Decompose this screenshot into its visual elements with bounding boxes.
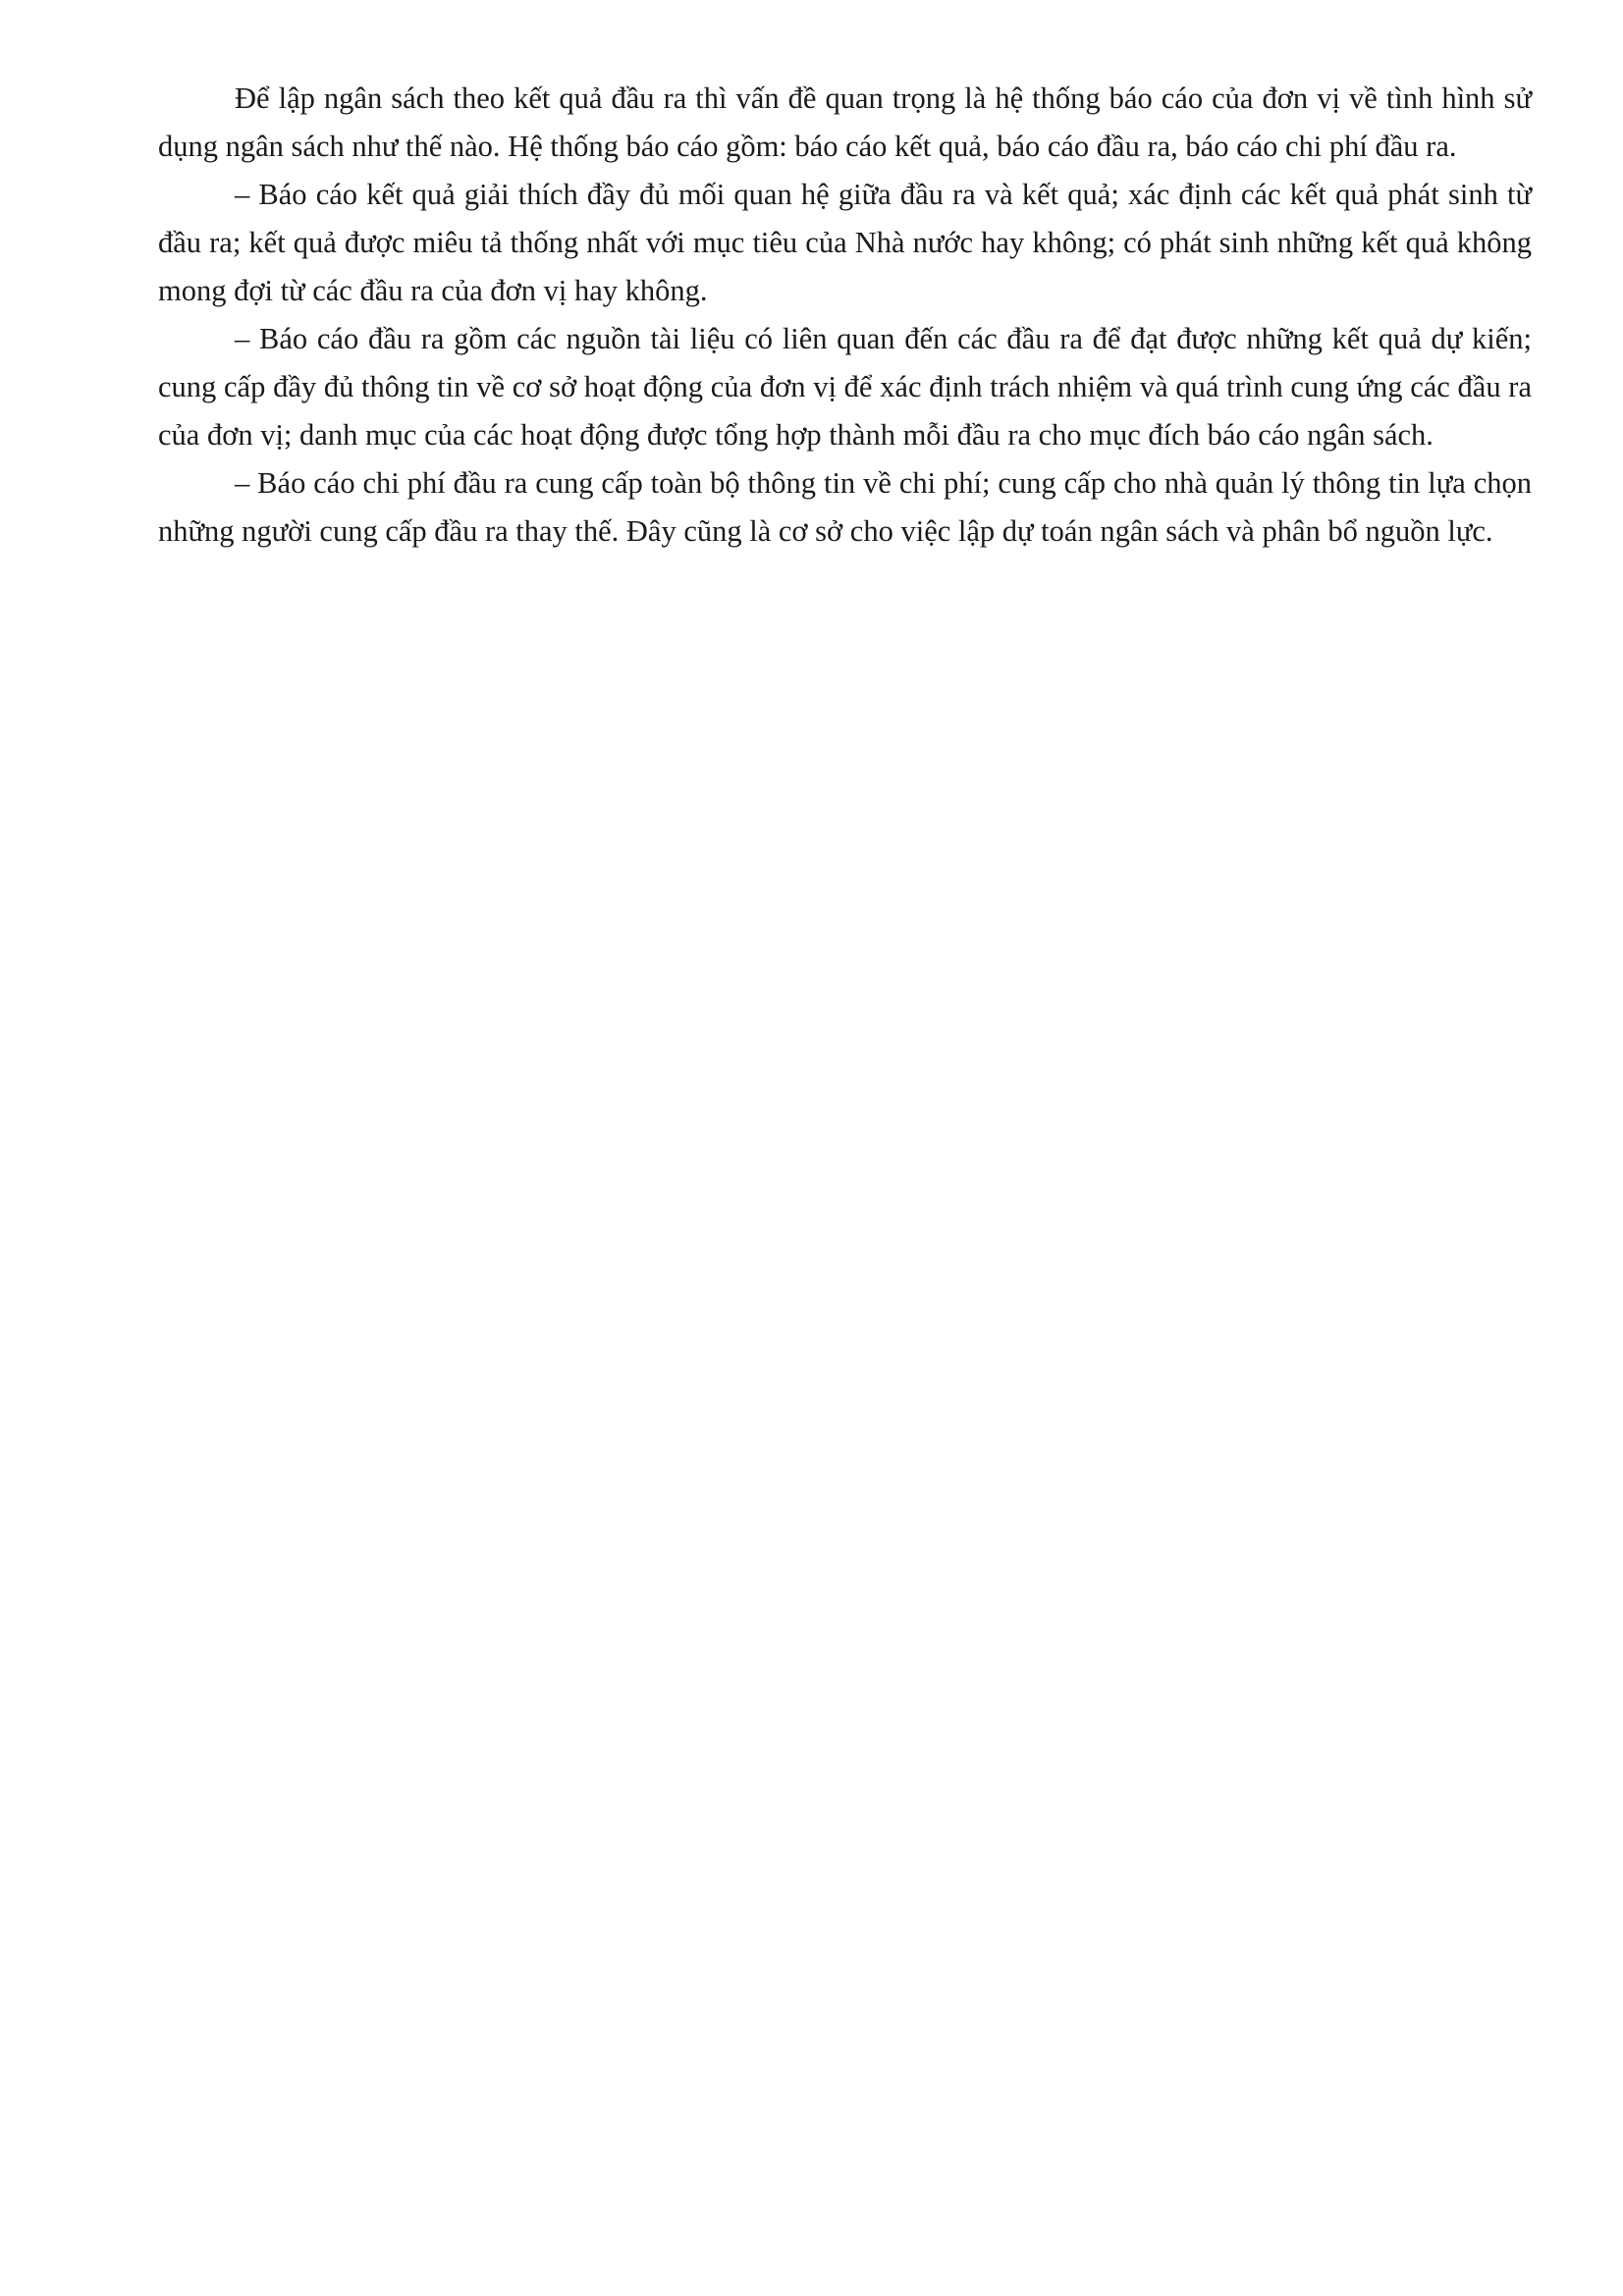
paragraph-output-report: – Báo cáo đầu ra gồm các nguồn tài liệu có liên quan đến các đầu ra để đạt được những kết quả dự kiến; cung cấp đầy đủ thông tin về cơ sở hoạt động của đơn vị để xác định trách nhiệm và quá trình cung ứng các đầu ra của đơn vị; danh mục của các hoạt động được tổng hợp thành mỗi đầu ra cho mục đích báo cáo ngân sách. [158, 322, 1532, 452]
paragraph-intro: Để lập ngân sách theo kết quả đầu ra thì vấn đề quan trọng là hệ thống báo cáo của đơn vị về tình hình sử dụng ngân sách như thế nào. Hệ thống báo cáo gồm: báo cáo kết quả, báo cáo đầu ra, báo cáo chi phí đầu ra. [158, 81, 1532, 163]
document-body [158, 75, 1532, 556]
paragraph-results-report: – Báo cáo kết quả giải thích đầy đủ mối quan hệ giữa đầu ra và kết quả; xác định các kết quả phát sinh từ đầu ra; kết quả được miêu tả thống nhất với mục tiêu của Nhà nước hay không; có phát sinh những kết quả không mong đợi từ các đầu ra của đơn vị hay không. [158, 178, 1532, 307]
paragraph-output-cost-report: – Báo cáo chi phí đầu ra cung cấp toàn bộ thông tin về chi phí; cung cấp cho nhà quản lý thông tin lựa chọn những người cung cấp đầu ra thay thế. Đây cũng là cơ sở cho việc lập dự toán ngân sách và phân bổ nguồn lực. [158, 466, 1532, 548]
